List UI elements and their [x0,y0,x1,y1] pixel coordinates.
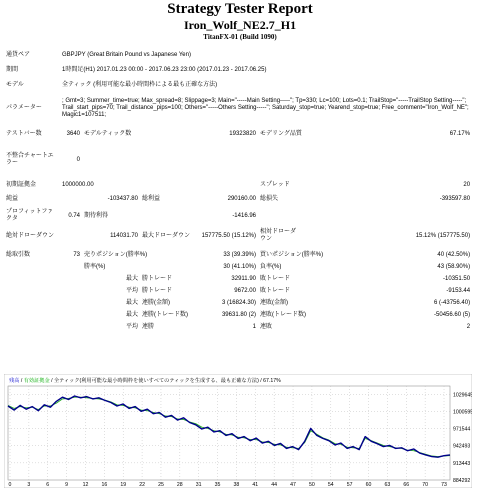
loss-label: 負率(%) [260,263,282,270]
max-consec-loss-value: -50456.60 (5) [434,311,471,318]
bars-label: テストバー数 [6,130,42,137]
gross-loss-value: -393597.80 [439,195,471,202]
rel-dd-value: 15.12% (157775.50) [415,232,471,239]
max-consec-losses-label: 連敗(金額) [260,299,288,306]
spread-value: 20 [463,181,471,188]
x-tick-label: 60 [365,482,372,488]
legend-part: 残高 [9,378,20,384]
row-bars [4,123,472,145]
trades-label: 総取引数 [6,251,31,258]
avg-consec-wins-value: 1 [252,323,256,330]
params-value: ; Gmt=3; Summer_time=true; Max_spread=8; Slippage=3; Main="-----Main Setting-----"; Tp=330; Lc=100; Lots=0.1; TrailStop="-----TrailStop Setting-----"; Trail_start_pips=70; Trail_distance_pips=100; Others="-----Others Setting-----"; Saturday_stop=true; Yearend_stop=true; Free_comment="Iron_Wolf_NE"; Magic1=107511; [62,97,469,118]
x-tick-label: 47 [290,482,296,488]
mismatch-label: 不整合チャートエラー [6,153,54,166]
row-net [4,192,472,206]
avg-consec-wins-label: 連勝 [142,323,155,330]
max-dd-label: 最大ドローダウン [142,232,191,239]
quality-value: 67.17% [449,130,471,137]
expert-name: Iron_Wolf_NE2.7_H1 [183,18,297,32]
balance-chart [4,374,472,488]
legend-part: / 全ティック(利用可能な最小時間枠を使いすべてのティックを生成する、最も正確な方法) / 67.17% [49,378,281,384]
report-table [4,48,472,333]
broker-build: TitanFX-01 (Build 1090) [203,33,277,41]
row-consecutive-average [4,321,472,333]
loss-value: 43 (58.90%) [437,263,471,270]
row-pf [4,206,472,226]
y-tick-label: 884292 [453,478,471,484]
x-tick-label: 28 [176,482,183,488]
deposit-label: 初期証拠金 [6,181,37,188]
mismatch-value: 0 [76,156,80,163]
ticks-value: 19323820 [229,130,256,137]
max-consec-profit-value: 39631.80 (2) [221,311,256,318]
x-tick-label: 38 [233,482,240,488]
max-consec-losses-value: 6 (-43756.40) [434,299,471,306]
max-consec-wins-value: 3 (16824.30) [221,299,256,306]
y-tick-label: 942493 [453,443,471,450]
x-tick-label: 63 [384,482,391,488]
net-value: -103437.80 [107,195,138,202]
chart-legend [9,376,281,384]
spread-label: スプレッド [260,181,290,188]
max-consec-wins-label: 連勝(金額) [142,299,170,306]
row-model [4,78,472,93]
x-tick-label: 31 [195,482,202,488]
abs-dd-label: 絶対ドローダウン [6,232,55,239]
y-tick-label: 1000595 [453,409,472,416]
gross-profit-label: 総利益 [142,195,161,202]
average-consec-label: 平均 [125,323,138,330]
payoff-value: -1416.96 [232,212,256,219]
avg-consec-losses-value: 2 [466,323,471,330]
bars-value: 3640 [66,130,80,137]
x-tick-label: 50 [309,482,315,488]
x-tick-label: 54 [327,482,334,488]
y-tick-label: 971544 [453,426,471,433]
ticks-label: モデルティック数 [84,130,132,137]
maximum-label: 最大 [125,299,138,306]
average-label: 平均 [125,287,138,294]
short-value: 33 (39.39%) [223,251,256,258]
pf-label: プロフィットファクタ [6,209,54,222]
x-tick-label: 41 [252,482,259,488]
row-dd [4,226,472,246]
report-title: Strategy Tester Report [167,1,313,17]
short-label: 売りポジション(勝率%) [84,251,148,258]
row-winrate [4,261,472,273]
row-average [4,285,472,297]
x-tick-label: 12 [82,482,89,488]
win-label: 勝率(%) [84,263,106,270]
x-tick-label: 3 [27,482,31,488]
largest-loss-value: -10351.50 [443,275,471,282]
long-label: 買いポジション(勝率%) [260,251,324,258]
largest-loss-label: 敗トレード [260,275,291,282]
x-tick-label: 25 [158,482,164,488]
row-largest [4,273,472,285]
x-tick-label: 70 [422,482,429,488]
max-dd-value: 157775.50 (15.12%) [201,232,256,239]
x-tick-label: 0 [8,482,12,488]
x-tick-label: 35 [214,482,221,488]
row-consecutive-amount [4,309,472,321]
model-value: 全ティック (利用可能な最小時間枠による最も正確な方法) [62,82,218,88]
largest-profit-value: 32911.90 [231,275,256,282]
x-tick-label: 57 [346,482,353,488]
abs-dd-value: 114031.70 [110,232,138,239]
legend-part: / [19,378,24,384]
long-value: 40 (42.50%) [437,251,471,258]
gross-profit-value: 290160.00 [227,195,256,202]
largest-profit-label: 勝トレード [142,275,173,282]
average-loss-value: -9153.44 [446,287,471,294]
row-symbol [4,48,472,63]
row-params [4,93,472,123]
x-tick-label: 73 [441,482,447,488]
legend-part: 有効証拠金 [23,378,50,384]
trades-value: 73 [73,251,80,258]
row-mismatch [4,145,472,175]
balance-chart-svg [4,374,472,488]
row-period [4,63,472,78]
maximal-label: 最大 [125,311,138,318]
average-profit-label: 勝トレード [142,287,173,294]
period-value: 1時間足(H1) 2017.01.23 00:00 - 2017.06.23 23:00 (2017.01.23 - 2017.06.25) [62,67,267,73]
row-trades [4,249,472,261]
x-tick-label: 44 [271,482,278,488]
quality-label: モデリング品質 [260,130,302,137]
period-label: 期間 [6,67,19,73]
average-loss-label: 敗トレード [260,287,291,294]
pf-value: 0.74 [68,212,80,219]
x-tick-label: 9 [65,482,69,488]
row-deposit [4,178,472,192]
x-tick-label: 19 [120,482,127,488]
avg-consec-losses-label: 連敗 [260,323,273,330]
params-label: パラメーター [6,104,42,111]
x-tick-label: 6 [46,482,50,488]
average-profit-value: 9672.00 [234,287,256,294]
x-tick-label: 22 [139,482,145,488]
y-tick-label: 913443 [453,460,471,467]
report-header [0,0,480,42]
payoff-label: 期待利得 [84,212,109,219]
largest-label: 最大 [125,275,138,282]
max-consec-profit-label: 連勝(トレード数) [142,311,188,318]
net-label: 純益 [6,195,19,202]
plot-area [8,386,450,480]
row-consecutive-count [4,297,472,309]
symbol-label: 通貨ペア [6,52,31,58]
gross-loss-label: 総損失 [260,195,279,202]
x-tick-label: 16 [101,482,108,488]
symbol-value: GBPJPY (Great Britain Pound vs Japanese Yen) [62,52,191,58]
max-consec-loss-label: 連敗(トレード数) [260,311,306,318]
x-tick-label: 66 [403,482,410,488]
win-value: 30 (41.10%) [223,263,256,270]
rel-dd-label: 相対ドローダウン [260,229,297,242]
y-tick-label: 1029645 [453,392,472,399]
model-label: モデル [6,82,24,88]
deposit-value: 1000000.00 [62,181,94,188]
